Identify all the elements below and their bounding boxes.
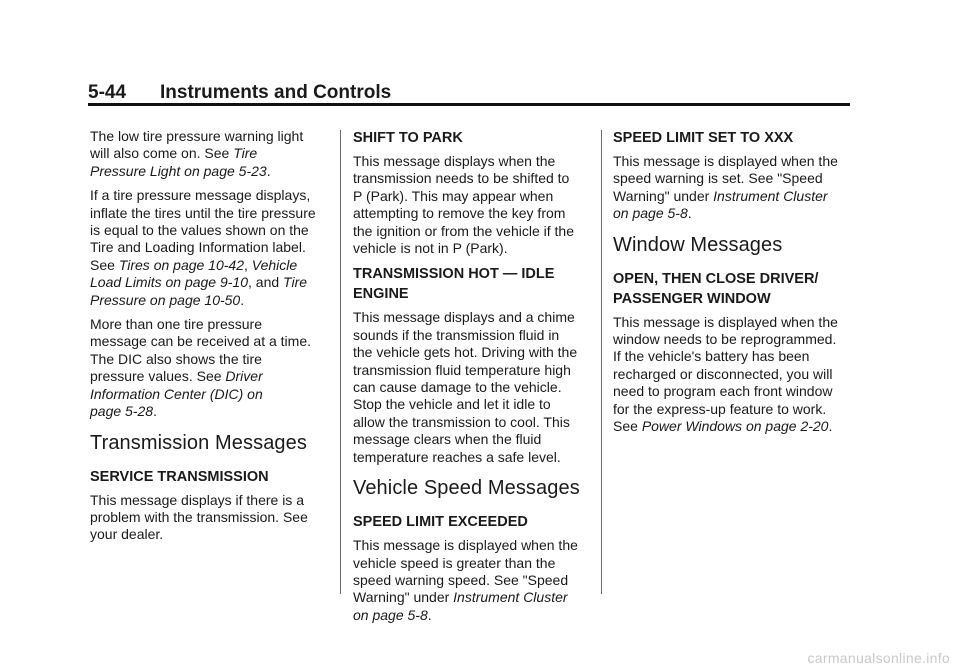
message-heading: SPEED LIMIT EXCEEDED: [353, 514, 528, 531]
paragraph: This message is displayed when the vehicle speed is greater than the speed warning speed. See "Speed Warning" under Instrument Cluster on page 5-8.: [353, 537, 578, 623]
paragraph: This message is displayed when the window needs to be reprogrammed. If the vehicle's battery has been recharged or disconnected, you will need to program each front window for the express-up feature to work. See Power Windows on page 2-20.: [613, 313, 838, 435]
header-rule: [88, 103, 850, 106]
paragraph: If a tire pressure message displays, inflate the tires until the tire pressure is equal to the values shown on the Tire and Loading Information label. See Tires on page 10-42, Vehicle Load Limits on page 9-10, and Tire Pressure on page 10-50.: [90, 187, 316, 308]
cross-reference-link[interactable]: Vehicle Load Limits on page 9-10: [90, 256, 298, 291]
section-heading: Vehicle Speed Messages: [353, 477, 580, 500]
column-3: [613, 128, 857, 442]
cross-reference-link[interactable]: Tire Pressure on page 10-50: [90, 274, 308, 308]
paragraph: This message displays if there is a problem with the transmission. See your dealer.: [90, 491, 308, 543]
paragraph: This message is displayed when the speed warning is set. See "Speed Warning" under Instrument Cluster on page 5-8.: [613, 153, 838, 222]
cross-reference-link[interactable]: Instrument Cluster on page 5-8: [613, 187, 828, 222]
message-heading: TRANSMISSION HOT — IDLE ENGINE: [353, 266, 555, 303]
paragraph: More than one tire pressure message can be received at a time. The DIC also shows the tire pressure values. See Driver Information Center (DIC) on page 5-28.: [90, 316, 312, 420]
message-heading: SPEED LIMIT SET TO XXX: [613, 130, 794, 146]
column-divider: [340, 130, 341, 594]
cross-reference-link[interactable]: Power Windows on page 2-20: [641, 418, 829, 435]
column-divider: [601, 130, 602, 594]
cross-reference-link[interactable]: Tires on page 10-42: [118, 256, 244, 273]
watermark: carmanualsonline.info: [807, 650, 950, 666]
page-header: [88, 82, 850, 104]
message-heading: SHIFT TO PARK: [353, 130, 463, 146]
cross-reference-link[interactable]: Instrument Cluster on page 5-8: [353, 589, 568, 623]
paragraph: This message displays and a chime sounds if the transmission fluid in the vehicle gets hot. Driving with the transmission fluid temperature high can cause damage to the vehicle. Stop the vehicle and let it idle to allow the transmission to cool. This message clears when the fluid temperature reaches a safe level.: [353, 309, 578, 465]
message-heading: OPEN, THEN CLOSE DRIVER/ PASSENGER WINDOW: [613, 270, 819, 307]
column-2: [353, 128, 593, 631]
section-heading: Transmission Messages: [90, 431, 307, 454]
cross-reference-link[interactable]: Driver Information Center (DIC) on page 5-28: [90, 368, 263, 420]
page-number: 5-44: [88, 82, 127, 103]
message-heading: SERVICE TRANSMISSION: [90, 468, 269, 485]
section-title: Instruments and Controls: [160, 82, 392, 103]
paragraph: The low tire pressure warning light will also come on. See Tire Pressure Light on page 5-23.: [90, 128, 304, 179]
column-1: [90, 128, 326, 551]
section-heading: Window Messages: [613, 233, 783, 256]
paragraph: This message displays when the transmission needs to be shifted to P (Park). This may appear when attempting to remove the key from the ignition or from the vehicle if the vehicle is not in P (Park).: [353, 153, 575, 257]
cross-reference-link[interactable]: Tire Pressure Light on page 5-23: [90, 145, 267, 179]
